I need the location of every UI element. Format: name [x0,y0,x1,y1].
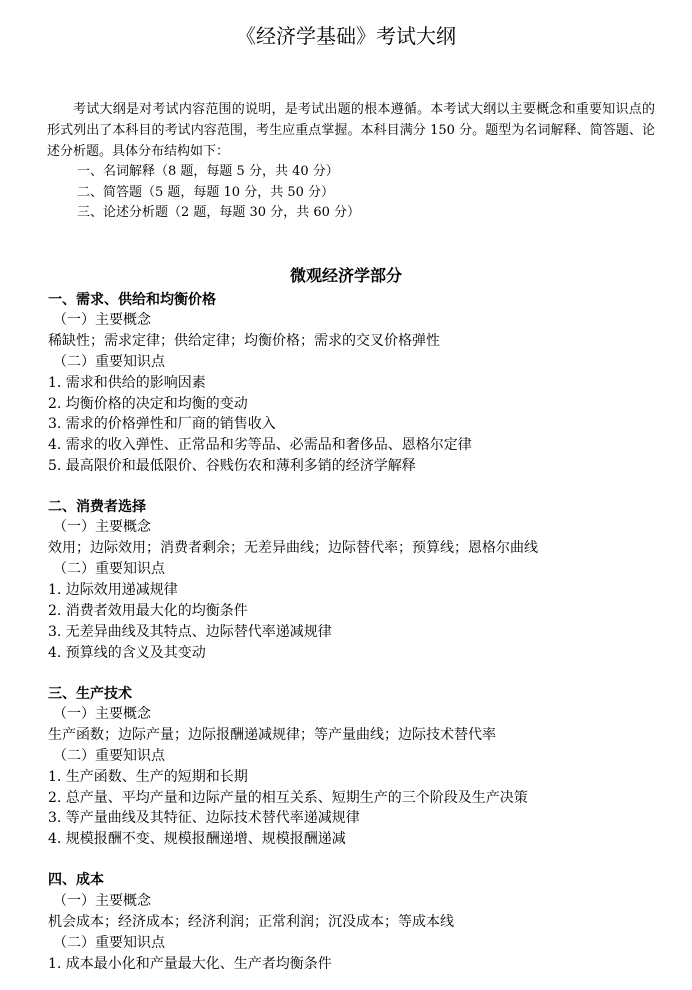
knowledge-point: 5. 最高限价和最低限价、谷贱伤农和薄利多销的经济学解释 [48,458,416,474]
knowledge-point: 4. 预算线的含义及其变动 [48,645,206,661]
concepts-list: 稀缺性；需求定律；供给定律；均衡价格；需求的交叉价格弹性 [48,333,440,349]
points-label: （二）重要知识点 [53,748,165,764]
knowledge-point: 1. 生产函数、生产的短期和长期 [48,769,248,785]
question-type-1: 一、名词解释（8 题，每题 5 分，共 40 分） [77,164,339,179]
points-label: （二）重要知识点 [53,561,165,577]
section-heading: 一、需求、供给和均衡价格 [48,292,216,308]
knowledge-point: 4. 规模报酬不变、规模报酬递增、规模报酬递减 [48,831,346,847]
part-title: 微观经济学部分 [289,266,402,285]
concepts-label: （一）主要概念 [53,706,151,722]
knowledge-point: 3. 需求的价格弹性和厂商的销售收入 [48,416,276,432]
knowledge-point: 1. 需求和供给的影响因素 [48,375,206,391]
concepts-list: 效用；边际效用；消费者剩余；无差异曲线；边际替代率；预算线；恩格尔曲线 [48,540,538,556]
intro-paragraph: 考试大纲是对考试内容范围的说明，是考试出题的根本遵循。本考试大纲以主要概念和重要知识点的形式列出了本科目的考试内容范围，考生应重点掌握。本科目满分 150 分。题型为名词解释、简答题、论述分析题。具体分布结构如下： [47,102,655,159]
knowledge-point: 4. 需求的收入弹性、正常品和劣等品、必需品和奢侈品、恩格尔定律 [48,437,472,453]
section-heading: 三、生产技术 [48,686,132,702]
knowledge-point: 1. 成本最小化和产量最大化、生产者均衡条件 [48,956,332,972]
concepts-label: （一）主要概念 [53,519,151,535]
knowledge-point: 3. 等产量曲线及其特征、边际技术替代率递减规律 [48,810,360,826]
section-heading: 二、消费者选择 [48,499,146,515]
document-title: 《经济学基础》考试大纲 [236,24,456,48]
concepts-label: （一）主要概念 [53,893,151,909]
knowledge-point: 3. 无差异曲线及其特点、边际替代率递减规律 [48,624,332,640]
concepts-label: （一）主要概念 [53,312,151,328]
question-type-3: 三、论述分析题（2 题，每题 30 分，共 60 分） [77,205,361,220]
knowledge-point: 2. 均衡价格的决定和均衡的变动 [48,396,248,412]
knowledge-point: 2. 总产量、平均产量和边际产量的相互关系、短期生产的三个阶段及生产决策 [48,790,528,806]
points-label: （二）重要知识点 [53,354,165,370]
knowledge-point: 1. 边际效用递减规律 [48,582,178,598]
section-heading: 四、成本 [48,872,104,888]
knowledge-point: 2. 消费者效用最大化的均衡条件 [48,603,248,619]
points-label: （二）重要知识点 [53,935,165,951]
concepts-list: 机会成本；经济成本；经济利润；正常利润；沉没成本；等成本线 [48,914,454,930]
question-type-2: 二、简答题（5 题，每题 10 分，共 50 分） [77,185,335,200]
concepts-list: 生产函数；边际产量；边际报酬递减规律；等产量曲线；边际技术替代率 [48,727,496,743]
